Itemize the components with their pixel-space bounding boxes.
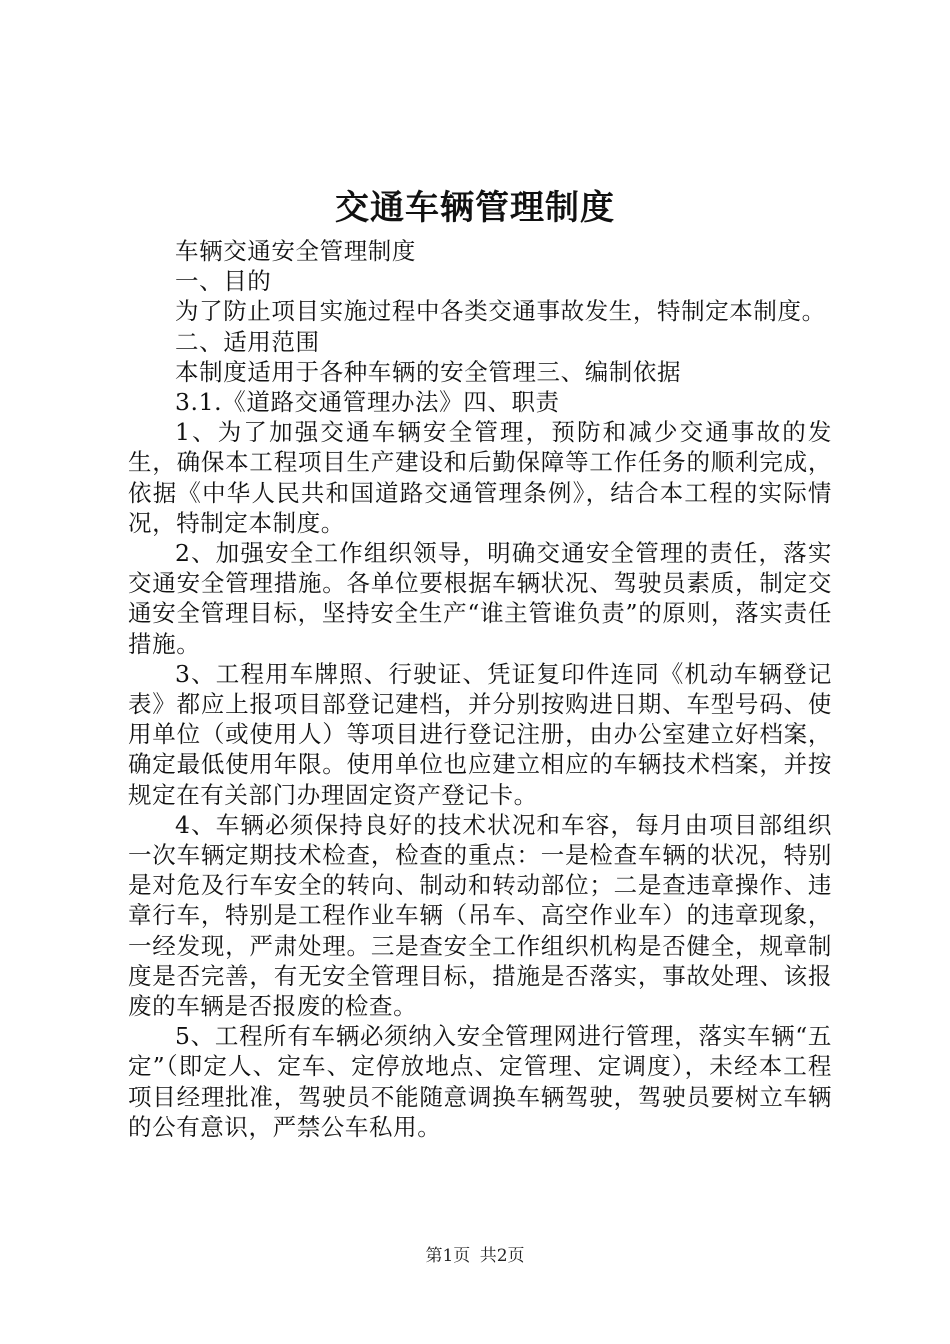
paragraph-basis: 3.1.《道路交通管理办法》四、职责 [175, 388, 560, 417]
section-heading-purpose: 一、目的 [175, 267, 272, 296]
paragraph-purpose: 为了防止项目实施过程中各类交通事故发生，特制定本制度。 [175, 297, 826, 326]
paragraph-duty-2: 2、加强安全工作组织领导，明确交通安全管理的责任，落实交通安全管理措施。各单位要根据车辆状况、驾驶员素质，制定交通安全管理目标，坚持安全生产“谁主管谁负责”的原则，落实责任措施。 [128, 539, 832, 658]
section-heading-scope: 二、适用范围 [175, 327, 320, 356]
document-body [128, 236, 832, 1142]
paragraph-duty-1: 1、为了加强交通车辆安全管理，预防和减少交通事故的发生，确保本工程项目生产建设和后勤保障等工作任务的顺利完成，依据《中华人民共和国道路交通管理条例》，结合本工程的实际情况，特制定本制度。 [128, 418, 832, 537]
paragraph-duty-5: 5、工程所有车辆必须纳入安全管理网进行管理，落实车辆“五定”（即定人、定车、定停放地点、定管理、定调度），未经本工程项目经理批准，驾驶员不能随意调换车辆驾驶，驾驶员要树立车辆的公有意识，严禁公车私用。 [128, 1022, 832, 1141]
paragraph-subtitle: 车辆交通安全管理制度 [175, 237, 416, 265]
page-total: 共2页 [479, 1246, 525, 1266]
page-number: 第1页 [425, 1246, 471, 1266]
paragraph-duty-4: 4、车辆必须保持良好的技术状况和车容，每月由项目部组织一次车辆定期技术检查，检查的重点：一是检查车辆的状况，特别是对危及行车安全的转向、制动和转动部位；二是查违章操作、违章行车，特别是工程作业车辆（吊车、高空作业车）的违章现象，一经发现，严肃处理。三是查安全工作组织机构是否健全，规章制度是否完善，有无安全管理目标，措施是否落实，事故处理、该报废的车辆是否报废的检查。 [128, 810, 832, 1021]
document-title: 交通车辆管理制度 [335, 188, 615, 228]
paragraph-scope: 本制度适用于各种车辆的安全管理三、编制依据 [175, 357, 682, 386]
paragraph-duty-3: 3、工程用车牌照、行驶证、凭证复印件连同《机动车辆登记表》都应上报项目部登记建档，并分别按购进日期、车型号码、使用单位（或使用人）等项目进行登记注册，由办公室建立好档案，确定最低使用年限。使用单位也应建立相应的车辆技术档案，并按规定在有关部门办理固定资产登记卡。 [128, 659, 832, 809]
page-footer [0, 1244, 950, 1268]
